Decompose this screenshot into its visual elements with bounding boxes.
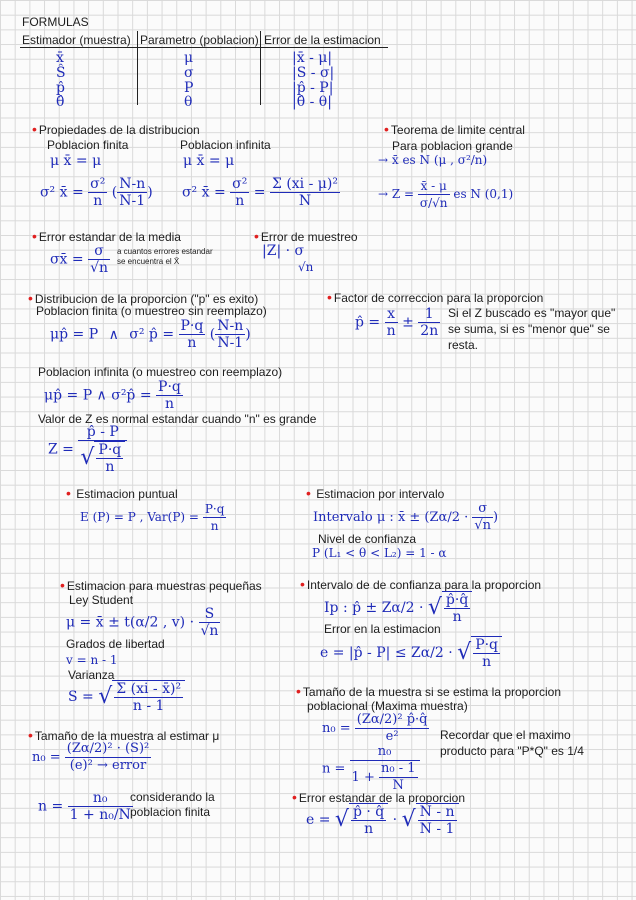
table-header-divider [20,47,388,48]
section-heading: • Distribucion de la proporcion ("p" es exito) [28,290,259,306]
variance-formula: S = √ $\frac{\text{Σ (xi - x̄)²}}{n - 1}$ [68,680,185,714]
correction-note: se suma, si es "menor que" se [448,322,610,336]
section-heading: • Tamaño de la muestra si se estima la proporcion [296,683,562,699]
point-estimation-formula: E (P) = P , Var(P) = $\frac{P\cdot q}{n}$ [80,502,225,533]
tlc-sub: Para poblacion grande [392,139,513,153]
section-heading: • Teorema de limite central [384,121,525,137]
max-product-note: producto para "P*Q" es 1/4 [440,744,584,758]
infinite-variance: σ² x̄ = $\frac{\text{σ²}}{n}$ = $\frac{\text{Σ (xi - μ)²}}{N}$ [182,176,338,209]
max-product-note: Recordar que el maximo [440,728,571,742]
ci-proportion-formula: Ip : p̂ ± Zα/2 · √ $\frac{p̂\cdot q̂}{n}$ [324,591,472,625]
finite-note: considerando la [130,790,215,804]
confidence-label: Nivel de confianza [318,532,417,546]
sampling-error-formula: |Z| · σ √n [262,243,314,274]
infinite-mean: μ x̄ = μ [183,153,235,169]
section-heading: • Intervalo de de confianza para la proporcion [300,576,542,592]
section-heading-line2: poblacional (Maxima muestra) [307,699,468,713]
section-heading: • Estimacion para muestras pequeñas [60,577,262,593]
finite-variance: σ² x̄ = $\frac{\text{σ²}}{n}$ ( $\frac{N-n}{N-1}$ ) [40,176,153,209]
infinite-label: Poblacion infinita (o muestreo con reemplazo) [38,365,283,379]
finite-label: Poblacion finita (o muestreo sin reemplazo) [36,304,267,318]
note: se encuentra el X̄ [117,257,180,266]
section-heading: • Error de muestreo [254,228,358,244]
table-cell: σ [184,65,194,81]
section-heading: • Factor de correccion para la proporcion [327,289,544,305]
table-cell: |θ̂ - θ| [292,94,332,110]
table-cell: θ̂ [56,94,65,110]
section-heading: • Estimacion puntual [66,485,178,501]
estimation-error-label: Error en la estimacion [324,622,441,636]
std-error-prop-formula: e = √ $\frac{p̂ \cdot q̂}{n}$ · √ $\frac{N - n}{N - 1}$ [306,803,459,837]
section-heading: • Propiedades de la distribucion [32,121,200,137]
student-label: Ley Student [69,593,134,607]
table-cell: P [184,80,194,96]
correction-formula: p̂ = $\frac{x}{n}$ ± $\frac{1}{2n}$ [355,306,439,339]
dof-formula: v = n - 1 [66,653,118,667]
table-cell: x̄ [56,50,64,66]
prop-infinite-formula: μp̂ = P ∧ σ²p̂ = $\frac{P\cdot q}{n}$ [44,379,181,412]
interval-formula: Intervalo μ : x̄ ± (Zα/2 · $\frac{\sigma}{√n}$ ) [313,501,499,533]
dof-label: Grados de libertad [66,637,165,651]
table-header-parameter: Parametro (poblacion) [140,33,259,47]
correction-note: Si el Z buscado es "mayor que" [448,306,616,320]
page-title: FORMULAS [22,15,89,29]
tlc-line1: → x̄ es N (μ , σ²/n) [378,153,488,167]
table-cell: p̂ [56,80,65,96]
table-cell: θ [184,94,193,110]
z-label: Valor de Z es normal estandar cuando "n" es grande [38,412,317,426]
variance-label: Varianza [68,668,115,682]
confidence-formula: P (L₁ < θ < L₂) = 1 - α [312,546,447,560]
z-formula: Z = p̂ - P √ $\frac{P\cdot q}{n}$ [48,424,127,475]
tlc-line2: → Z = $\frac{x̄ - \mu}{\sigma/√n}$ es N (0,1) [378,179,514,210]
finite-mean: μ x̄ = μ [50,153,102,169]
table-cell: Ŝ [56,65,66,81]
section-heading: • Tamaño de la muestra al estimar μ [28,727,220,743]
section-heading: • Error estandar de la proporcion [292,789,465,805]
n0-mean-formula: n₀ = $\frac{\text{(Zα/2)² · (S)²}}{\text{(e)² → error}}$ [32,741,150,773]
table-cell: μ [184,50,194,66]
prop-finite-formula: μp̂ = P ∧ σ² p̂ = $\frac{P\cdot q}{n}$ ( $\frac{N-n}{N-1}$ ) [50,318,251,351]
infinite-label: Poblacion infinita [180,138,271,152]
n0-prop-formula: n₀ = $\frac{\text{(Zα/2)² p̂·q̂}}{\text{e²}}$ [322,712,428,744]
std-error-mean-formula: σx̄ = $\frac{\sigma}{√n}$ [50,243,109,276]
table-column-divider [137,31,138,105]
n-finite-formula: n = $\frac{\text{n₀}}{\text{1 + n₀/N}}$ [38,790,131,823]
table-header-estimator: Estimador (muestra) [22,33,131,47]
table-cell: |S - σ| [292,65,335,81]
table-column-divider [260,31,261,105]
estimation-error-formula: e = |p̂ - P| ≤ Zα/2 · √ $\frac{P\cdot q}{n}$ [320,636,502,670]
student-formula: μ = x̄ ± t(α/2 , v) · $\frac{S}{√n}$ [66,606,219,639]
table-cell: |p̂ - P| [292,80,334,96]
correction-note: resta. [448,338,479,352]
section-heading: • Error estandar de la media [32,228,181,244]
table-header-error: Error de la estimacion [264,33,381,47]
table-cell: |x̄ - μ| [292,50,333,66]
finite-note: poblacion finita [130,805,211,819]
n-prop-formula: n = n₀ 1 + $\frac{\text{n₀ - 1}}{N}$ [322,744,420,794]
section-heading: • Estimacion por intervalo [306,485,445,501]
finite-label: Poblacion finita [47,138,129,152]
note: a cuantos errores estandar [117,247,213,256]
